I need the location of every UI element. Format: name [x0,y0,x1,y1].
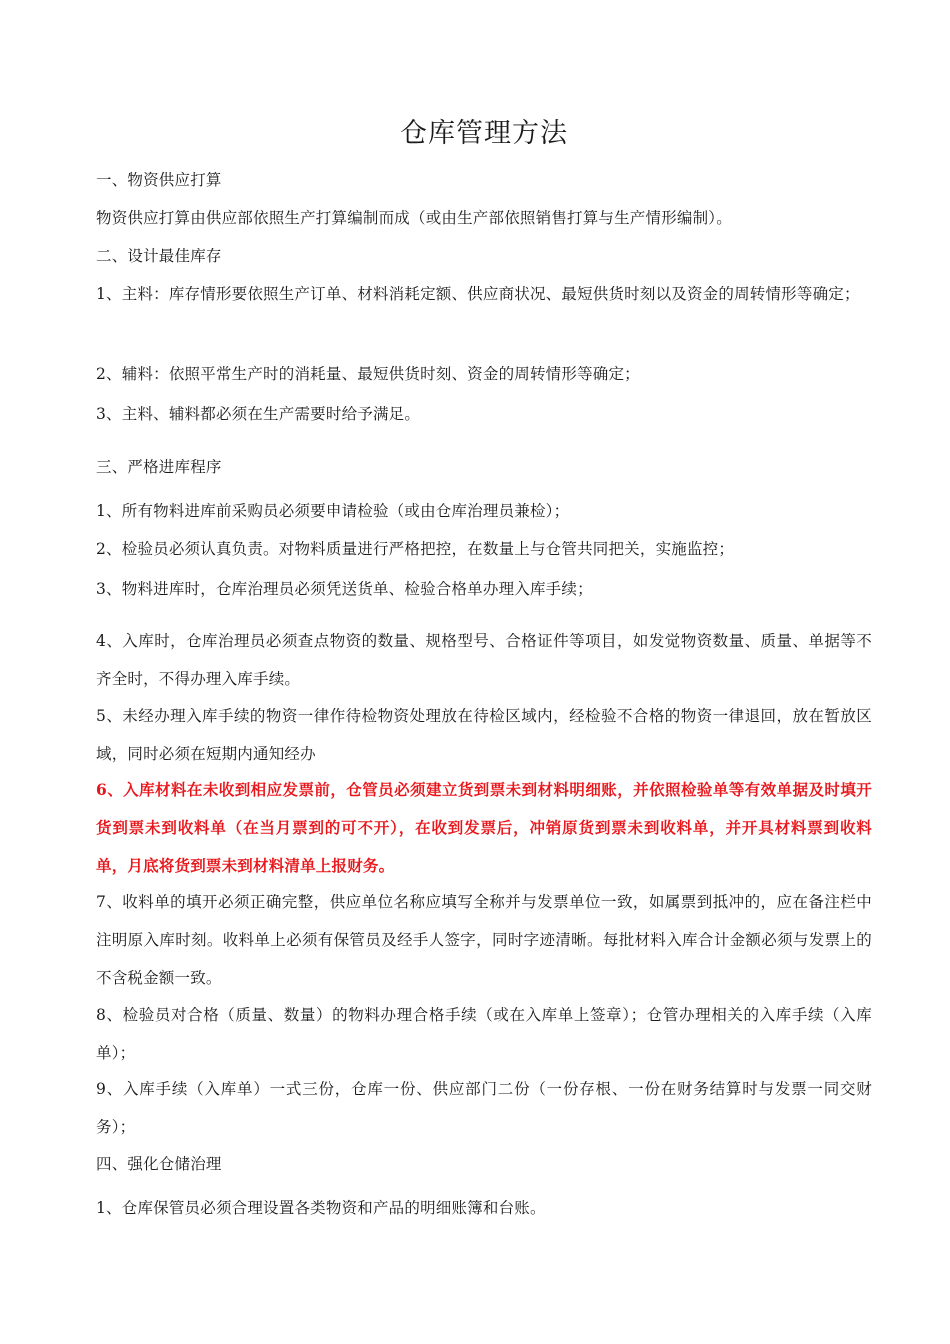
section-4-heading: 四、强化仓储治理 [96,1155,222,1173]
section-3-paragraph-2: 2、检验员必须认真负责。对物料质量进行严格把控，在数量上与仓管共同把关，实施监控； [96,540,735,558]
section-2-paragraph-2: 2、辅料：依照平常生产时的消耗量、最短供货时刻、资金的周转情形等确定； [96,365,640,383]
section-3-paragraph-5: 5、未经办理入库手续的物资一律作待检物资处理放在待检区域内，经检验不合格的物资一律退回，放在暂放区域，同时必须在短期内通知经办 [96,707,872,763]
section-2-paragraph-1: 1、主料：库存情形要依照生产订单、材料消耗定额、供应商状况、最短供货时刻以及资金的周转情形等确定； [96,285,860,303]
section-4-paragraph-1: 1、仓库保管员必须合理设置各类物资和产品的明细账簿和台账。 [96,1199,546,1217]
section-2-paragraph-3: 3、主料、辅料都必须在生产需要时给予满足。 [96,405,421,423]
section-3-paragraph-1: 1、所有物料进库前采购员必须要申请检验（或由仓库治理员兼检）； [96,502,570,520]
document-title: 仓库管理方法 [400,118,568,149]
section-1-heading: 一、物资供应打算 [96,171,222,189]
section-3-paragraph-9: 9、入库手续（入库单）一式三份，仓库一份、供应部门二份（一份存根、一份在财务结算时与发票一同交财务）； [96,1080,872,1136]
section-3-paragraph-4: 4、入库时，仓库治理员必须查点物资的数量、规格型号、合格证件等项目，如发觉物资数量、质量、单据等不齐全时，不得办理入库手续。 [96,632,872,688]
section-1-paragraph-1: 物资供应打算由供应部依照生产打算编制而成（或由生产部依照销售打算与生产情形编制）。 [96,209,732,227]
section-3-paragraph-7: 7、收料单的填开必须正确完整，供应单位名称应填写全称并与发票单位一致，如属票到抵冲的，应在备注栏中注明原入库时刻。收料单上必须有保管员及经手人签字，同时字迹清晰。每批材料入库合计金额必须与发票上的不含税金额一致。 [96,893,872,987]
section-3-paragraph-3: 3、物料进库时，仓库治理员必须凭送货单、检验合格单办理入库手续； [96,580,593,598]
section-2-heading: 二、设计最佳库存 [96,247,222,265]
section-3-heading: 三、严格进库程序 [96,458,222,476]
section-3-paragraph-8: 8、检验员对合格（质量、数量）的物料办理合格手续（或在入库单上签章）；仓管办理相关的入库手续（入库单）； [96,1006,872,1062]
section-3-paragraph-6-highlighted: 6、入库材料在未收到相应发票前，仓管员必须建立货到票未到材料明细账，并依照检验单等有效单据及时填开货到票未到收料单（在当月票到的可不开），在收到发票后，冲销原货到票未到收料单，并开具材料票到收料单，月底将货到票未到材料清单上报财务。 [96,780,872,875]
